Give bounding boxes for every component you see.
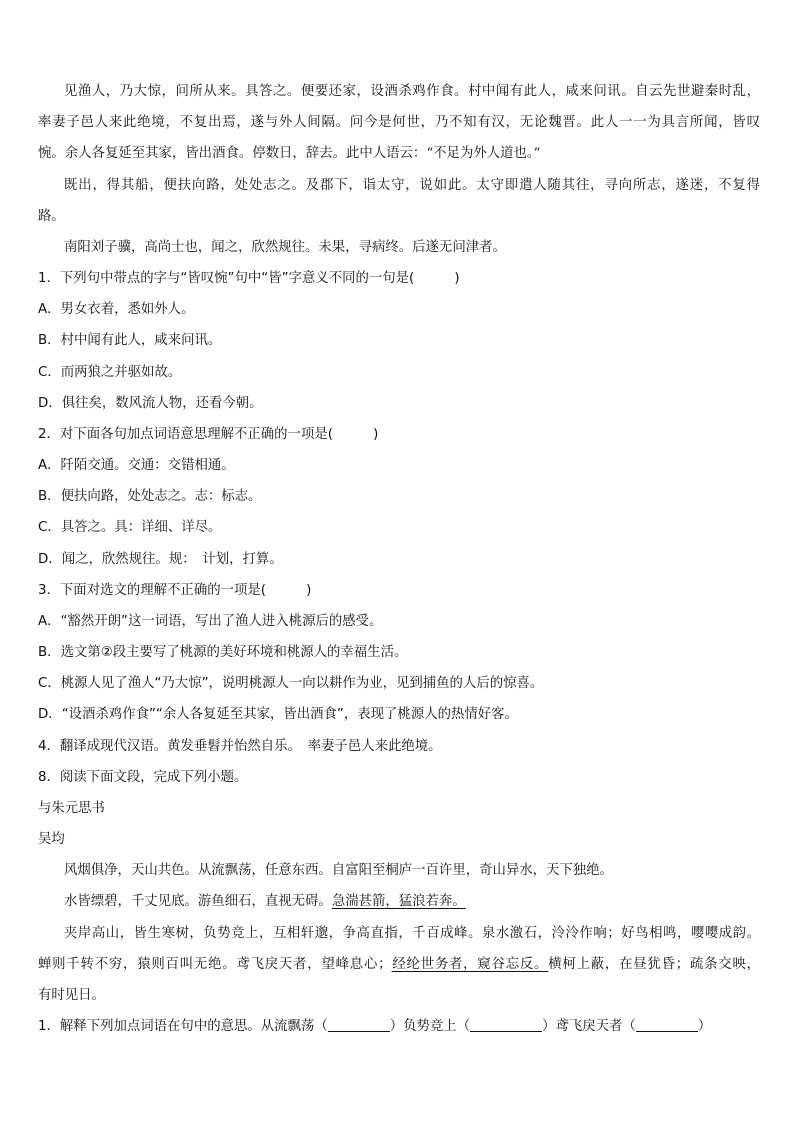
passage2-line2 — [64, 886, 760, 917]
passage2-line4-text-a: 蝉则千转不穷，猿则百叫无绝。鸢飞戾天者，望峰息心； — [38, 957, 392, 972]
passage2-line2-underlined: 急湍甚箭，猛浪若奔。 — [331, 894, 466, 909]
passage1-para1-line3: 惋。余人各复延至其家，皆出酒食。停数日，辞去。此中人语云：“不足为外人道也。” — [38, 146, 541, 161]
answer-blank-1[interactable] — [328, 1017, 390, 1032]
passage2-line2-text: 水皆缥碧，千丈见底。游鱼细石，直视无碍。 — [64, 894, 332, 909]
passage2-line3: 夹岸高山，皆生寒树，负势竞上，互相轩邈，争高直指，千百成峰。泉水激石，泠泠作响；好鸟相鸣，嘤嘤成韵。 — [64, 926, 760, 941]
question-1-option-d: D．俱往矣，数风流人物，还看今朝。 — [38, 396, 263, 411]
question-1-option-c: C．而两狼之并驱如故。 — [38, 365, 182, 380]
question-8-intro: 8．阅读下面文段，完成下列小题。 — [38, 770, 248, 785]
passage2-author: 吴均 — [38, 832, 65, 847]
question-3-option-d: D．“设酒杀鸡作食”“余人各复延至其家，皆出酒食”，表现了桃源人的热情好客。 — [38, 707, 518, 722]
question-last-part3: ）鸢飞戾天者（ — [542, 1019, 636, 1034]
question-2-option-b: B．便扶向路，处处志之。志：标志。 — [38, 489, 262, 504]
passage1-para1-line1: 见渔人，乃大惊，问所从来。具答之。便要还家，设酒杀鸡作食。村中闻有此人，咸来问讯。自云先世避秦时乱， — [64, 84, 760, 99]
question-3-stem: 3．下面对选文的理解不正确的一项是( ) — [38, 583, 312, 598]
answer-blank-2[interactable] — [470, 1017, 542, 1032]
passage1-para1-line2: 率妻子邑人来此绝境，不复出焉，遂与外人间隔。问今是何世，乃不知有汉，无论魏晋。此人一一为具言所闻，皆叹 — [38, 115, 760, 130]
question-last-part4: ） — [697, 1019, 712, 1034]
question-1-option-a: A．男女衣着，悉如外人。 — [38, 302, 195, 317]
passage1-para2-line1: 既出，得其船，便扶向路，处处志之。及郡下，诣太守，说如此。太守即遣人随其往，寻向所志，遂迷，不复得 — [64, 178, 760, 193]
question-2-option-c: C．具答之。具：详细、详尽。 — [38, 520, 222, 535]
question-3-option-b: B．选文第②段主要写了桃源的美好环境和桃源人的幸福生活。 — [38, 645, 408, 660]
question-2-option-d: D．闻之，欣然规往。规： 计划，打算。 — [38, 552, 283, 567]
question-2-option-a: A．阡陌交通。交通：交错相通。 — [38, 458, 235, 473]
question-3-option-c: C．桃源人见了渔人“乃大惊”，说明桃源人一向以耕作为业，见到捕鱼的人后的惊喜。 — [38, 676, 544, 691]
passage2-line4-text-c: 横柯上蔽，在昼犹昏；疏条交映， — [548, 957, 760, 972]
question-3-option-a: A．“豁然开朗”这一词语，写出了渔人进入桃源后的感受。 — [38, 614, 383, 629]
question-4: 4．翻译成现代汉语。黄发垂髫并怡然自乐。 率妻子邑人来此绝境。 — [38, 739, 442, 754]
passage2-line4-underlined: 经纶世务者，窥谷忘反。 — [391, 957, 549, 972]
passage2-line5: 有时见日。 — [38, 988, 105, 1003]
passage1-para2-line2: 路。 — [38, 209, 65, 224]
question-2-stem: 2．对下面各句加点词语意思理解不正确的一项是( ) — [38, 427, 379, 442]
passage2-line4 — [38, 949, 760, 980]
passage2-line1: 风烟俱净，天山共色。从流飘荡，任意东西。自富阳至桐庐一百许里，奇山异水，天下独绝。 — [64, 863, 614, 878]
passage1-para3-line1: 南阳刘子骥，高尚士也，闻之，欣然规往。未果，寻病终。后遂无问津者。 — [64, 240, 506, 255]
answer-blank-3[interactable] — [636, 1017, 698, 1032]
question-1-stem: 1．下列句中带点的字与“皆叹惋”句中“皆”字意义不同的一句是( ) — [38, 271, 460, 286]
question-last-part2: ）负势竞上（ — [389, 1019, 471, 1034]
question-1-option-b: B．村中闻有此人，咸来问讯。 — [38, 333, 222, 348]
passage2-title: 与朱元思书 — [38, 801, 105, 816]
question-last — [38, 1011, 760, 1042]
question-last-part1: 1．解释下列加点词语在句中的意思。从流飘荡（ — [38, 1019, 328, 1034]
